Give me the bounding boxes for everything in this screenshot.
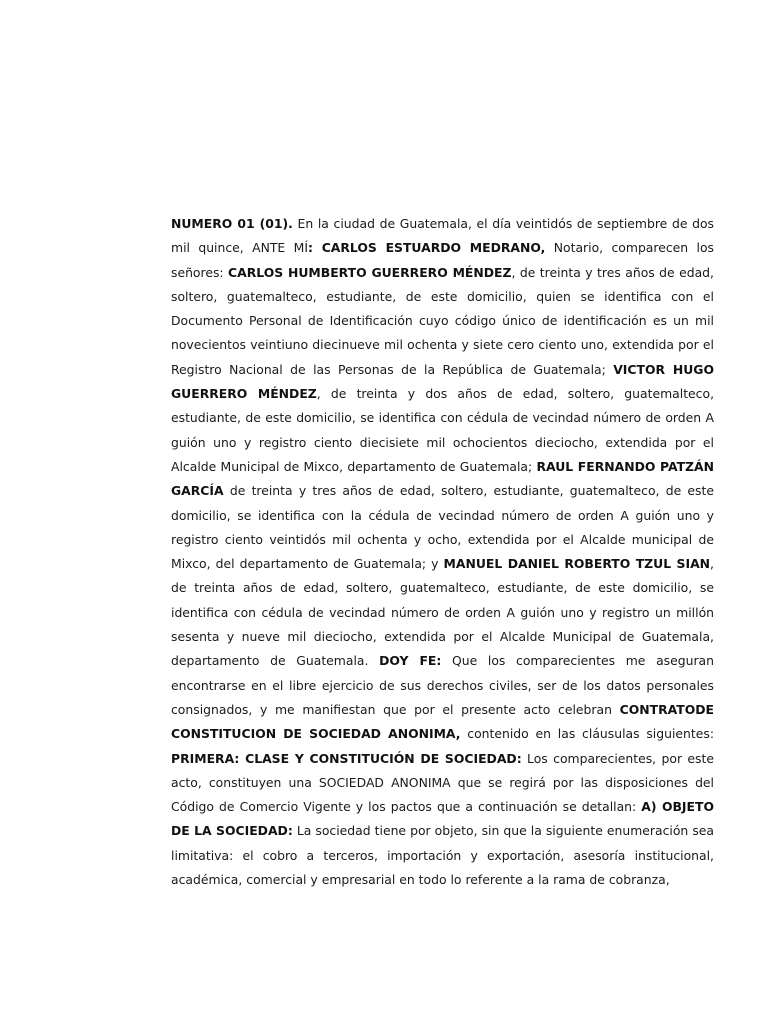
text-run: La sociedad tiene por objeto, sin que la siguiente enumeración sea limitativa: el cobro a terceros, importación y exportación, asesoría institucional, académica, comercial y empresarial en todo lo referente a la rama de cobranza, <box>171 823 714 888</box>
bold-text-run: DOY FE: <box>379 653 442 669</box>
text-run: Que los comparecientes me aseguran encontrarse en el libre ejercicio de sus derechos civiles, ser de los datos personales consignados, y me manifiestan que por el presente acto celebran <box>171 653 714 717</box>
bold-text-run: CONTRATODE CONSTITUCION DE SOCIEDAD ANONIMA, <box>171 701 714 742</box>
bold-text-run: A) OBJETO DE LA SOCIEDAD: <box>171 799 714 839</box>
text-run: , de treinta años de edad, soltero, guatemalteco, estudiante, de este domicilio, se identifica con cédula de vecindad número de orden A guión uno y registro un millón sesenta y nueve mil dieciocho, extendida por el Alcalde Municipal de Guatemala, departamento de Guatemala. <box>171 556 714 669</box>
bold-text-run: PRIMERA: CLASE Y CONSTITUCIÓN DE SOCIEDAD: <box>171 750 522 766</box>
text-run: Notario, comparecen los señores: <box>171 240 714 280</box>
text-run: de treinta y tres años de edad, soltero, estudiante, guatemalteco, de este domicilio, se identifica con la cédula de vecindad número de orden A guión uno y registro ciento veintidós mil ochenta y ocho, extendida por el Alcalde municipal de Mixco, del departamento de Guatemala; y <box>171 483 714 572</box>
bold-text-run: MANUEL DANIEL ROBERTO TZUL SIAN <box>443 556 711 572</box>
bold-text-run: VICTOR HUGO GUERRERO MÉNDEZ <box>171 361 714 402</box>
text-run: contenido en las cláusulas siguientes: <box>460 726 714 742</box>
text-run: En la ciudad de Guatemala, el día veintidós de septiembre de dos mil quince, ANTE MÍ <box>171 216 714 256</box>
bold-text-run: : CARLOS ESTUARDO MEDRANO, <box>307 240 546 256</box>
text-run: , de treinta y tres años de edad, soltero, guatemalteco, estudiante, de este domicilio, quien se identifica con el Documento Personal de Identificación cuyo código único de identificación es un mil novecientos veintiuno diecinueve mil ochenta y siete cero ciento uno, extendida por el Registro Nacional de las Personas de la República de Guatemala; <box>171 264 714 377</box>
bold-text-run: CARLOS HUMBERTO GUERRERO MÉNDEZ <box>228 264 512 280</box>
document-body-paragraph <box>171 212 714 892</box>
bold-text-run: NUMERO 01 (01). <box>171 216 293 231</box>
bold-text-run: RAUL FERNANDO PATZÁN GARCÍA <box>171 458 714 499</box>
text-run: Los comparecientes, por este acto, constituyen una SOCIEDAD ANONIMA que se regirá por las disposiciones del Código de Comercio Vigente y los pactos que a continuación se detallan: <box>171 750 714 815</box>
text-run: , de treinta y dos años de edad, soltero, guatemalteco, estudiante, de este domicilio, se identifica con cédula de vecindad número de orden A guión uno y registro ciento diecisiete mil ochocientos dieciocho, extendida por el Alcalde Municipal de Mixco, departamento de Guatemala; <box>171 386 715 474</box>
